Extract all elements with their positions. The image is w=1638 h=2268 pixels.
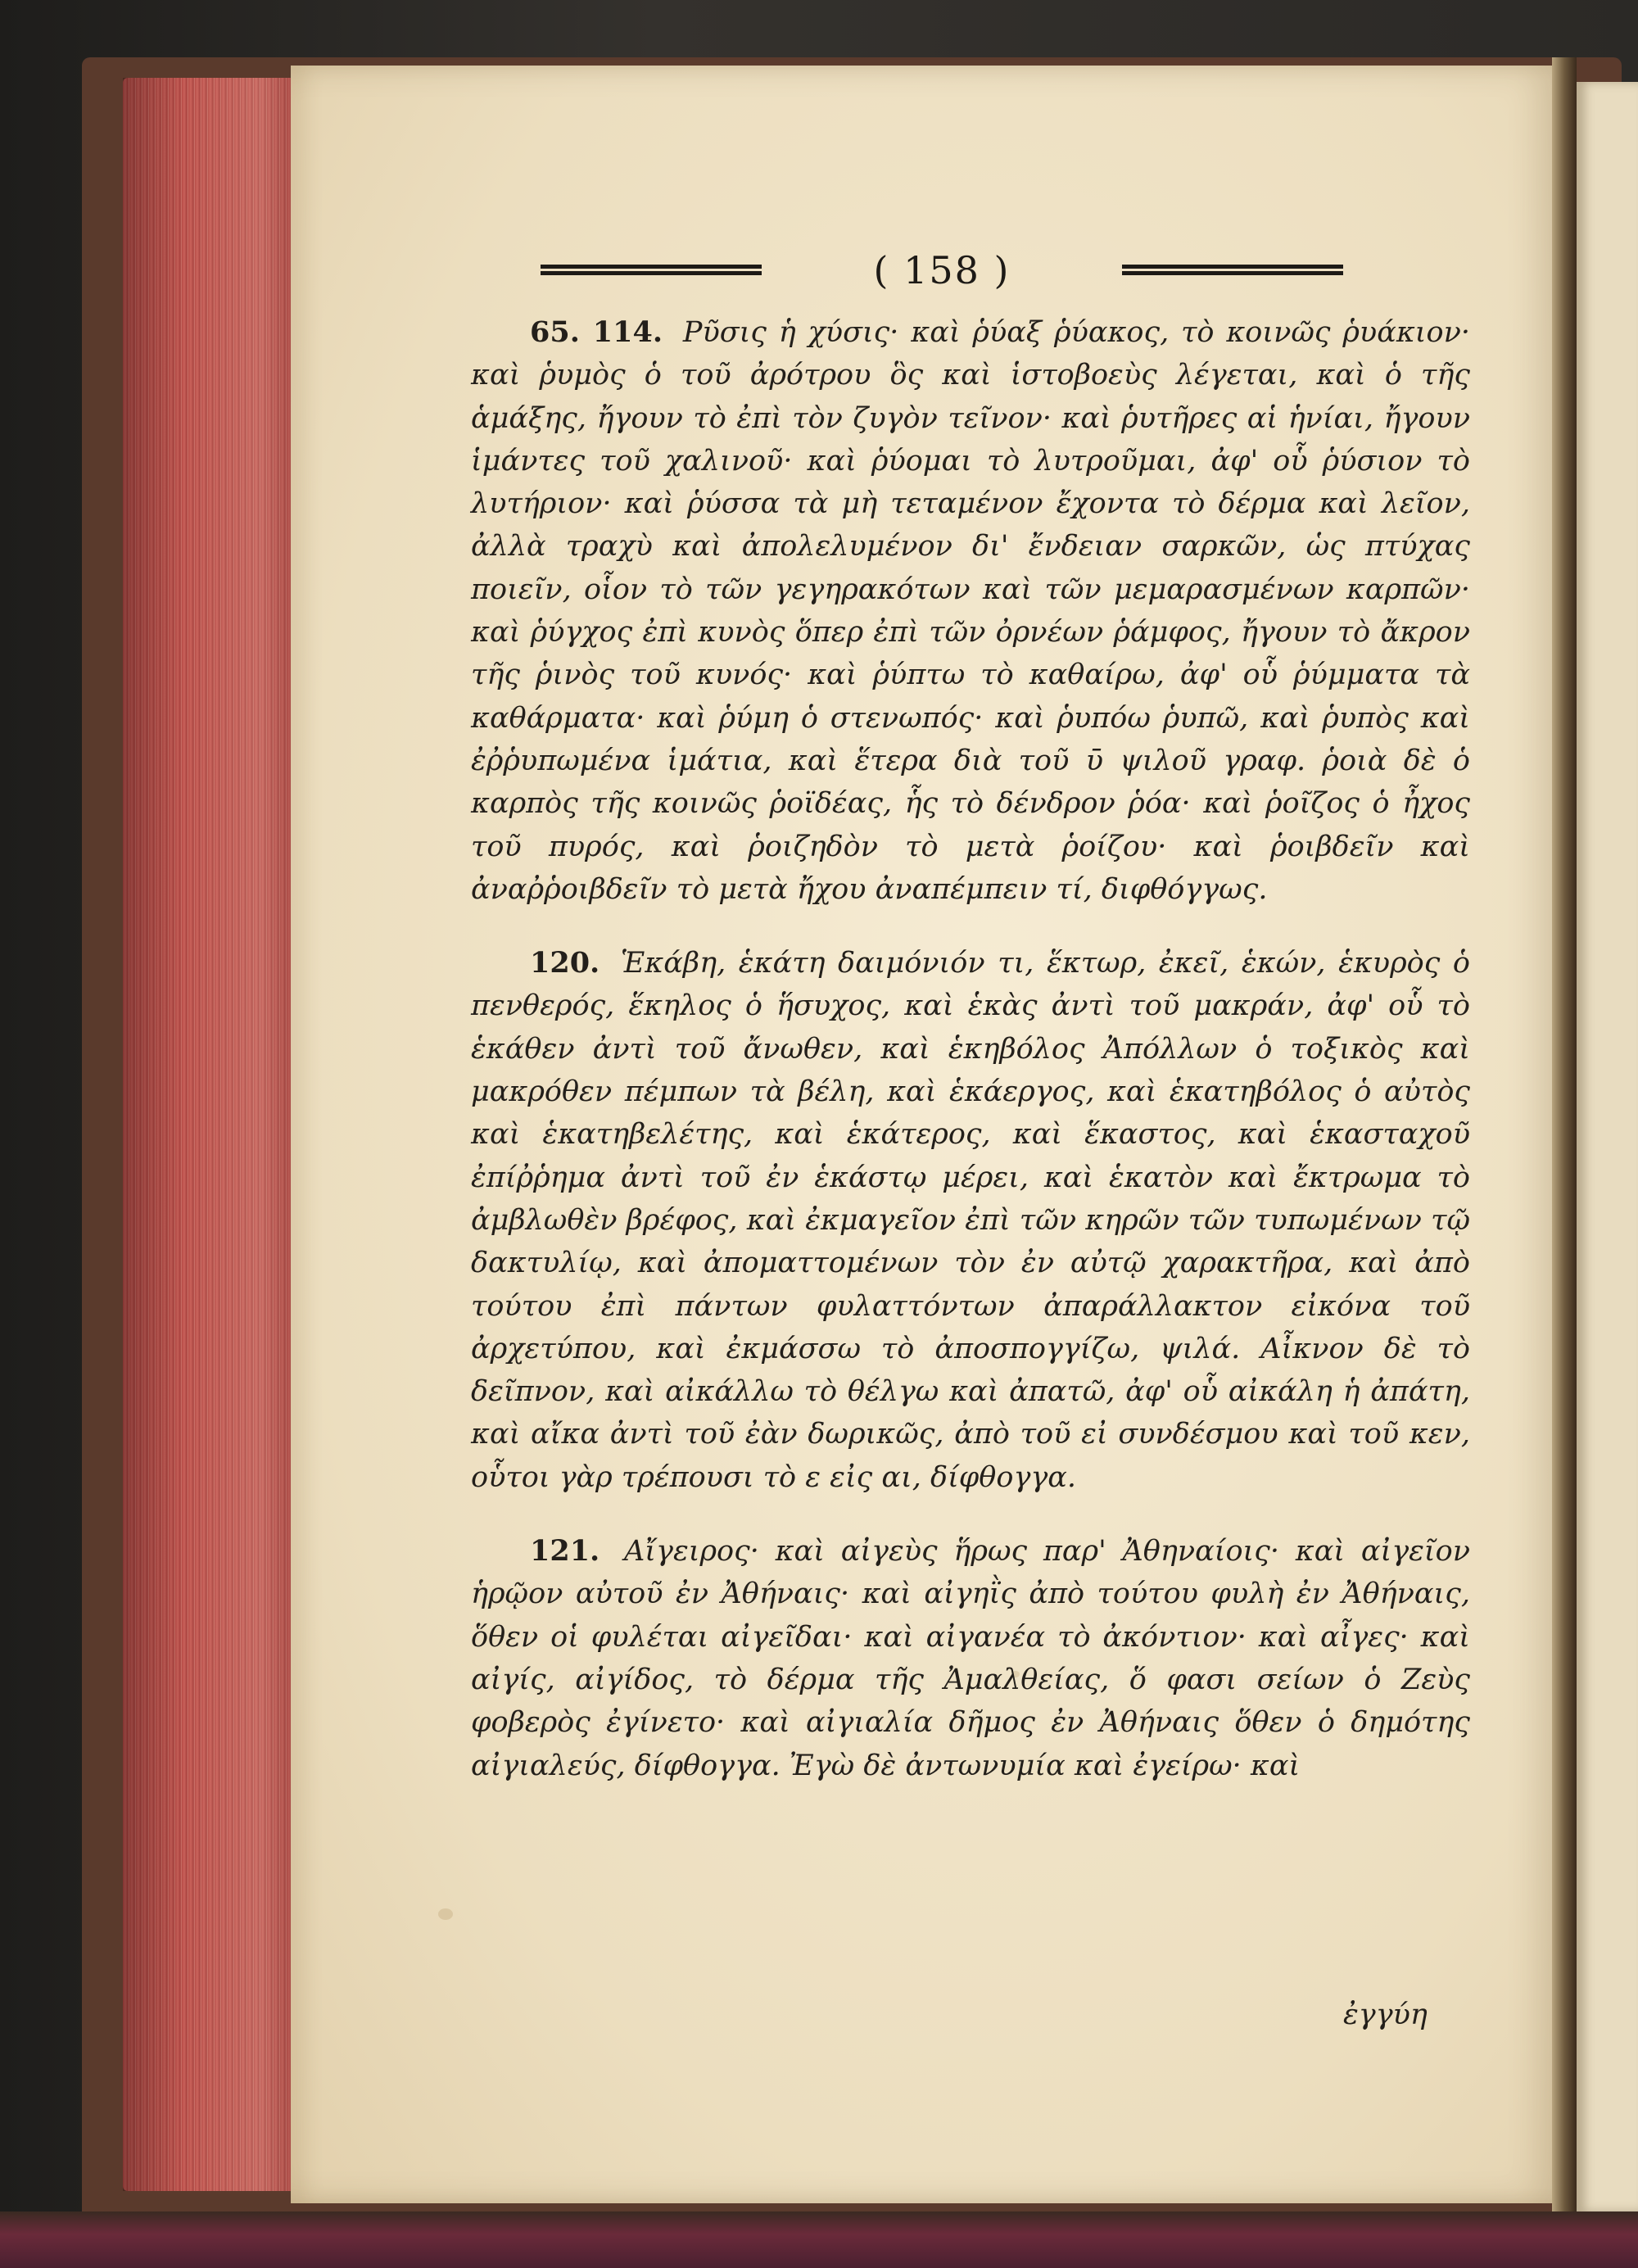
facing-page-edge bbox=[1577, 82, 1638, 2211]
foxing-spot bbox=[438, 1908, 453, 1920]
body-text bbox=[471, 311, 1470, 1818]
page-edges-shading bbox=[123, 78, 295, 2191]
paragraph-text: Αἴγειρος· καὶ αἰγεὺς ἥρως παρ' Ἀθηναίοις· καὶ αἰγεῖον ἡρῷον αὐτοῦ ἐν Ἀθήναις· καὶ αἰγηῒς ἀπὸ τούτου φυλὴ ἐν Ἀθήναις, ὅθεν οἱ φυλέται αἰγεῖδαι· καὶ αἰγανέα τὸ ἀκόντιον· καὶ αἶγες· καὶ αἰγίς, αἰγίδος, τὸ δέρμα τῆς Ἀμαλθείας, ὅ φασι σείων ὁ Ζεὺς φοβερὸς ἐγίνετο· καὶ αἰγιαλία δῆμος ἐν Ἀθήναις ὅθεν ὁ δημότης αἰγιαλεύς, δίφθογγα. Ἐγὼ δὲ ἀντωνυμία καὶ ἐγείρω· καὶ bbox=[471, 1535, 1470, 1782]
book-gutter bbox=[1552, 57, 1577, 2220]
catchword: ἐγγύη bbox=[1343, 1999, 1428, 2031]
paragraph-text: Ρῦσις ἡ χύσις· καὶ ῥύαξ ῥύακος, τὸ κοινῶς ῥυάκιον· καὶ ῥυμὸς ὁ τοῦ ἀρότρου ὃς καὶ ἱστοβοεὺς λέγεται, καὶ ὁ τῆς ἁμάξης, ἤγουν τὸ ἐπὶ τὸν ζυγὸν τεῖνον· καὶ ῥυτῆρες αἱ ἡνίαι, ἤγουν ἱμάντες τοῦ χαλινοῦ· καὶ ῥύομαι τὸ λυτροῦμαι, ἀφ' οὗ ῥύσιον τὸ λυτήριον· καὶ ῥύσσα τὰ μὴ τεταμένον ἔχοντα τὸ δέρμα καὶ λεῖον, ἀλλὰ τραχὺ καὶ ἀπολελυμένον δι' ἔνδειαν σαρκῶν, ὡς πτύχας ποιεῖν, οἷον τὸ τῶν γεγηρακότων καὶ τῶν μεμαρασμένων καρπῶν· καὶ ῥύγχος ἐπὶ κυνὸς ὅπερ ἐπὶ τῶν ὀρνέων ῥάμφος, ἤγουν τὸ ἄκρον τῆς ῥινὸς τοῦ κυνός· καὶ ῥύπτω τὸ καθαίρω, ἀφ' οὗ ῥύμματα τὰ καθάρματα· καὶ ῥύμη ὁ στενωπός· καὶ ῥυπόω ῥυπῶ, καὶ ῥυπὸς καὶ ἐῤῥυπωμένα ἱμάτια, καὶ ἕτερα διὰ τοῦ ῡ ψιλοῦ γραφ. ῥοιὰ δὲ ὁ καρπὸς τῆς κοινῶς ῥοϊδέας, ἧς τὸ δένδρον ῥόα· καὶ ῥοῖζος ὁ ἦχος τοῦ πυρός, καὶ ῥοιζηδὸν τὸ μετὰ ῥοίζου· καὶ ῥοιβδεῖν καὶ ἀναῤῥοιβδεῖν τὸ μετὰ ἤχου ἀναπέμπειν τί, διφθόγγως. bbox=[471, 316, 1470, 906]
paragraph-number: 65. 114. bbox=[530, 315, 663, 349]
paragraph-120 bbox=[471, 942, 1470, 1499]
header-rule-left bbox=[541, 261, 762, 279]
paragraph-121 bbox=[471, 1530, 1470, 1787]
header-rule-right bbox=[1122, 261, 1343, 279]
page-header bbox=[541, 246, 1343, 295]
paragraph-text: Ἑκάβη, ἑκάτη δαιμόνιόν τι, ἕκτωρ, ἐκεῖ, ἑκών, ἑκυρὸς ὁ πενθερός, ἕκηλος ὁ ἥσυχος, καὶ ἑκὰς ἀντὶ τοῦ μακράν, ἀφ' οὗ τὸ ἑκάθεν ἀντὶ τοῦ ἄνωθεν, καὶ ἑκηβόλος Ἀπόλλων ὁ τοξικὸς καὶ μακρόθεν πέμπων τὰ βέλη, καὶ ἑκάεργος, καὶ ἑκατηβόλος ὁ αὐτὸς καὶ ἑκατηβελέτης, καὶ ἑκάτερος, καὶ ἕκαστος, καὶ ἑκασταχοῦ ἐπίῤῥημα ἀντὶ τοῦ ἐν ἑκάστῳ μέρει, καὶ ἑκατὸν καὶ ἔκτρωμα τὸ ἀμβλωθὲν βρέφος, καὶ ἐκμαγεῖον ἐπὶ τῶν κηρῶν τῶν τυπωμένων τῷ δακτυλίῳ, καὶ ἀποματτομένων τὸν ἐν αὐτῷ χαρακτῆρα, καὶ ἀπὸ τούτου ἐπὶ πάντων φυλαττόντων ἀπαράλλακτον εἰκόνα τοῦ ἀρχετύπου, καὶ ἐκμάσσω τὸ ἀποσπογγίζω, ψιλά. Αἶκνον δὲ τὸ δεῖπνον, καὶ αἰκάλλω τὸ θέλγω καὶ ἀπατῶ, ἀφ' οὗ αἰκάλη ἡ ἀπάτη, καὶ αἴκα ἀντὶ τοῦ ἐὰν δωρικῶς, ἀπὸ τοῦ εἰ συνδέσμου καὶ τοῦ κεν, οὗτοι γὰρ τρέπουσι τὸ ε εἰς αι, δίφθογγα. bbox=[471, 947, 1470, 1494]
page-number: ( 158 ) bbox=[873, 248, 1011, 292]
paragraph-number: 121. bbox=[530, 1534, 600, 1569]
paragraph-114 bbox=[471, 311, 1470, 911]
paragraph-number: 120. bbox=[530, 946, 600, 980]
bottom-edge bbox=[0, 2211, 1638, 2268]
